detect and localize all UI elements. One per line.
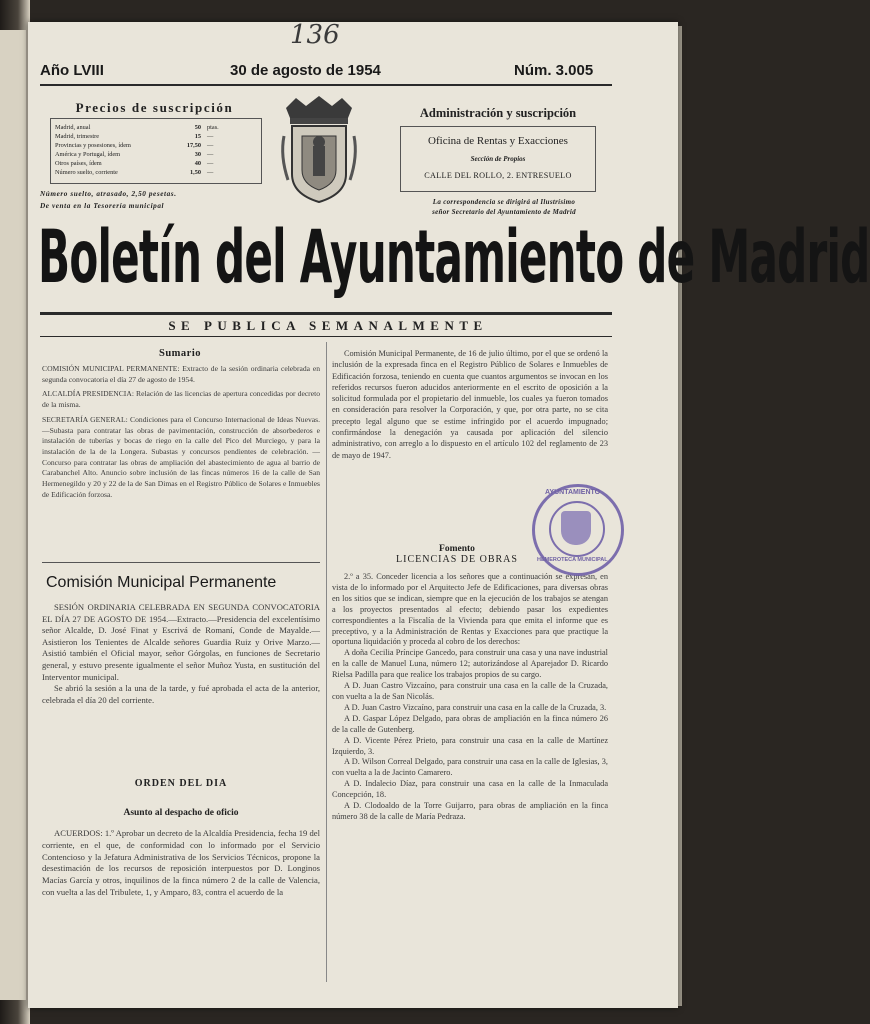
issue-number: Núm. 3.005 xyxy=(514,62,594,79)
price-row: Provincias y posesiones, ídem 17,50 — xyxy=(55,142,214,149)
administration-box xyxy=(400,126,596,192)
subscription-note-sale: De venta en la Tesorería municipal xyxy=(40,202,165,210)
administration-office: Oficina de Rentas y Exacciones xyxy=(428,135,568,147)
price-row: Otros países, ídem 40 — xyxy=(55,160,214,167)
masthead-rule xyxy=(40,312,612,315)
administration-address: CALLE DEL ROLLO, 2. ENTRESUELO xyxy=(424,171,572,180)
administration-title: Administración y suscripción xyxy=(419,106,577,120)
section-divider xyxy=(42,562,320,563)
handwritten-number: 136 xyxy=(290,20,340,50)
subscription-prices-box xyxy=(50,118,262,184)
publication-frequency: SE PUBLICA SEMANALMENTE xyxy=(168,318,488,333)
licencias-title: LICENCIAS DE OBRAS xyxy=(396,554,518,565)
sumario-item: SECRETARÍA GENERAL: Condiciones para el Concurso Internacional de Ideas Nuevas.—Subasta para contratar las obras de pavimentación, construcción de absorbederos e instalación de tuberías y bocas de riego en la calle del Pico del Murciego, y para la instalación de la de la Longera. Subastas y concursos pendientes de celebración. — Concurso para contratar las obras de ampliación del abastecimiento de agua al barrio de Carabanchel Alto. Anuncio sobre inclusión de las fincas números 16 de la calle de San Hermenegildo y 20 y 22 de la de San Dimas en el Registro Público de Solares e Inmuebles de Edificación forzosa. xyxy=(42,414,320,499)
stamp-text-bottom: HEMEROTECA MUNICIPAL xyxy=(537,557,608,563)
licencias-intro: 2.º a 35. Conceder licencia a los señores que a continuación se expresan, en vista de lo informado por el Arquitecto Jefe de Edificaciones, para diversas obras en los sitios que se indican, siempre que en la ejecución de los trabajos se atengan a los proyectos presentados al efecto; debiendo pasar los expedientes correspondientes a la Fiscalía de la Vivienda para que emita el informe que es preceptivo, y a la Administración de Rentas y Exacciones para que practique la oportuna liquidación y proceda al cobro de los derechos: xyxy=(332,572,608,647)
licencia-item: A D. Vicente Pérez Prieto, para construir una casa en la calle de Martínez Izquierdo, 3. xyxy=(332,735,608,756)
price-row: Número suelto, corriente 1,50 — xyxy=(55,169,214,176)
licencia-item: A D. Juan Castro Vizcaíno, para construir una casa en la calle de la Cruzada, 3. xyxy=(344,702,607,712)
subscription-title: Precios de suscripción xyxy=(75,100,234,115)
comision-title: Comisión Municipal Permanente xyxy=(46,574,277,591)
price-row: Madrid, anual 50 ptas. xyxy=(55,124,219,131)
sumario-item: ALCALDÍA PRESIDENCIA: Relación de las licencias de apertura concedidas por decreto de la misma. xyxy=(42,389,320,410)
madrid-coat-of-arms-icon xyxy=(278,96,360,206)
header-rule xyxy=(40,84,612,86)
comision-paragraph: Se abrió la sesión a la una de la tarde, y fué aprobada el acta de la anterior, celebrada el día 20 del corriente. xyxy=(42,683,320,705)
licencia-item: A D. Indalecio Díaz, para construir una casa en la calle de la Inmaculada Concepción, 18. xyxy=(332,779,608,800)
comision-body xyxy=(42,602,320,706)
newspaper-page xyxy=(28,20,870,1008)
fomento-title: Fomento xyxy=(439,544,475,554)
stamp-text-top: AYUNTAMIENTO xyxy=(545,489,601,496)
correspondence-line-2: señor Secretario del Ayuntamiento de Madrid xyxy=(432,208,576,216)
price-row: Madrid, trimestre 15 — xyxy=(55,133,214,140)
continuation-text: Comisión Municipal Permanente, de 16 de julio último, por el que se ordenó la inclusión de la expresada finca en el Registro Público de Solares e Inmuebles de Edificación forzosa, teniendo en cuenta que cuantos argumentos se invocan en los referidos recursos fueron aducidos anteriormente en el escrito de oposición a la solicitud formulada por el propietario del inmueble, los cuales ya fueron tomados en consideración para resolver la Corporación, y que, por otra parte, no se cita precepto legal alguno que se estime infringido por el acuerdo impugnado; confirmándose la denegación ya causada por aplicación del silencio administrativo, con arreglo a lo dispuesto en el artículo 102 del reglamento de 23 de mayo de 1947. xyxy=(332,349,608,460)
licencia-item: A D. Wilson Correal Delgado, para construir una casa en la calle de Iglesias, 3, con vuelta a la de Jacinto Camarero. xyxy=(332,757,608,778)
comision-paragraph: SESIÓN ORDINARIA CELEBRADA EN SEGUNDA CONVOCATORIA EL DÍA 27 DE AGOSTO DE 1954.—Extracto.—Presidencia del excelentísimo señor Alcalde, D. José Finat y Escrivá de Romaní, Conde de Mayalde.—Asistieron los Tenientes de Alcalde señores Guardia Ruiz y Orive Marzo.—Asistió también el Oficial mayor, señor Górgolas, en funciones de Secretario general, y estuvo presente igualmente el señor Muñoz Yusta, en sustitución del Interventor municipal. xyxy=(42,602,320,682)
acuerdos-text: ACUERDOS: 1.º Aprobar un decreto de la Alcaldía Presidencia, fecha 19 del corriente, en el que, de conformidad con lo informado por el Servicio Contencioso y la Jefatura Administrativa de los Servicios Técnicos, propone la desestimación de los recursos de reposición interpuestos por D. Longinos Macías García y otros, inquilinos de la finca número 2 de la calle de Valencia, con vuelta a las del Tribulete, 1, y Amparo, 83, contra el acuerdo de la xyxy=(42,828,320,897)
issue-date: 30 de agosto de 1954 xyxy=(230,62,381,79)
price-row: América y Portugal, ídem 30 — xyxy=(55,151,214,158)
licencias-body xyxy=(332,572,608,823)
licencia-item: A D. Gaspar López Delgado, para obras de ampliación en la finca número 26 de la calle de Gutenberg. xyxy=(332,713,608,734)
issue-year: Año LVIII xyxy=(40,62,104,79)
sumario-list xyxy=(42,364,320,500)
sumario-item: COMISIÓN MUNICIPAL PERMANENTE: Extracto de la sesión ordinaria celebrada en segunda convocatoria el día 27 de agosto de 1954. xyxy=(42,364,320,384)
licencia-item: A D. Clodoaldo de la Torre Guijarro, para obras de ampliación en la finca número 38 de la calle de María Pedraza. xyxy=(332,801,608,821)
masthead-title: Boletín del Ayuntamiento de Madrid xyxy=(38,214,870,300)
library-stamp xyxy=(532,484,624,576)
stamp-crest-icon xyxy=(561,511,591,545)
orden-del-dia-title: ORDEN DEL DIA xyxy=(134,778,228,789)
licencia-item: A D. Juan Castro Vizcaíno, para construir una casa en la calle de la Cruzada, con vuelta a la de San Nicolás. xyxy=(332,681,608,701)
left-page-edge xyxy=(0,30,26,1000)
subtitle-rule xyxy=(40,336,612,337)
asunto-title: Asunto al despacho de oficio xyxy=(123,808,239,818)
column-divider xyxy=(326,342,327,982)
licencia-item: A doña Cecilia Príncipe Gancedo, para construir una casa y una nave industrial en la calle de Manuel Luna, número 12; autorizándose al Aparejador D. Ricardo Rielsa Padilla para que realice los trabajos propios de su cargo. xyxy=(332,648,608,680)
sumario-title: Sumario xyxy=(158,348,201,359)
subscription-note-back-issue: Número suelto, atrasado, 2,50 pesetas. xyxy=(40,190,177,198)
administration-section: Sección de Propios xyxy=(470,155,526,163)
correspondence-line-1: La correspondencia se dirigirá al Ilustrísimo xyxy=(432,198,576,206)
